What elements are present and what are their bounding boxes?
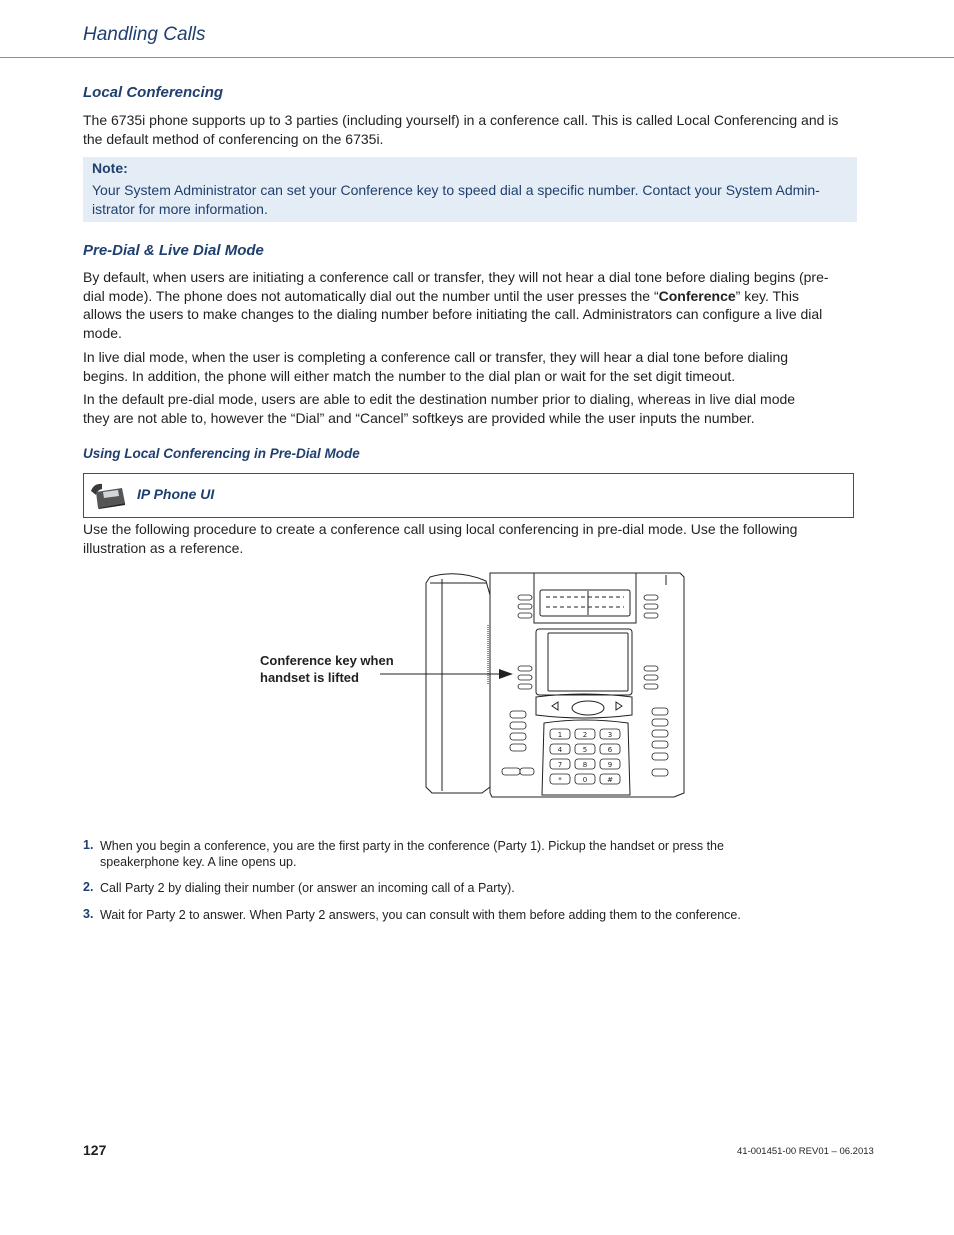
conference-key-name: Conference <box>658 287 736 304</box>
keypad-key-label: 2 <box>582 731 588 739</box>
text-line: When you begin a conference, you are the first party in the conference (Party 1). Pickup the handset or press the <box>100 839 724 853</box>
main-display-bezel <box>536 629 632 695</box>
ip-phone-ui-label: IP Phone UI <box>137 486 215 502</box>
desk-phone-icon <box>88 481 126 514</box>
keypad-key-label: 7 <box>557 761 563 769</box>
line-key-right <box>644 595 658 600</box>
line-key-left <box>518 595 532 600</box>
step-text: Call Party 2 by dialing their number (or answer an incoming call of a Party). <box>100 881 515 895</box>
handset-outline <box>426 574 490 793</box>
line-key-right <box>644 604 658 609</box>
predial-paragraph-2 <box>83 348 858 385</box>
keypad-key-label: 6 <box>607 746 613 754</box>
text-line: illustration as a reference. <box>83 539 244 556</box>
note-text <box>92 181 852 219</box>
line-key-right <box>644 613 658 618</box>
function-key-right <box>652 730 668 737</box>
callout-pointer-arrowhead <box>499 669 513 679</box>
softkey-right <box>644 666 658 671</box>
function-key-left <box>510 711 526 718</box>
text-line: dial mode). The phone does not automatically dial out the number until the user presses the “Conference” key. This <box>83 287 799 304</box>
speakerphone-key <box>652 769 668 776</box>
text-line: istrator for more information. <box>92 201 268 217</box>
function-key-left <box>510 733 526 740</box>
keypad-key-label: 0 <box>582 776 588 784</box>
text-line: mode. <box>83 324 122 341</box>
keypad-key-label: 1 <box>557 731 563 739</box>
keypad-key-label: # <box>607 776 613 784</box>
softkey-left <box>518 675 532 680</box>
dial-keypad <box>550 729 620 784</box>
upper-display <box>540 590 630 616</box>
function-key-right <box>652 719 668 726</box>
keypad-key-label: 5 <box>582 746 588 754</box>
document-id: 41-001451-00 REV01 – 06.2013 <box>737 1146 874 1157</box>
softkey-right <box>644 675 658 680</box>
function-key-left <box>510 744 526 751</box>
step-number: 2. <box>83 880 94 894</box>
text-line: they are not able to, however the “Dial” and “Cancel” softkeys are provided while the user inputs the number. <box>83 409 755 426</box>
predial-paragraph-1 <box>83 268 858 342</box>
mute-key <box>520 768 534 775</box>
line-key-left <box>518 613 532 618</box>
running-header-title: Handling Calls <box>83 24 206 45</box>
step-text <box>100 838 820 870</box>
keypad-key-label: 4 <box>557 746 563 754</box>
softkey-right <box>644 684 658 689</box>
text-line: allows the users to make changes to the dialing number before initiating the call. Administrators can configure a live dial <box>83 306 823 323</box>
function-key-right <box>652 741 668 748</box>
keypad-key-label: 8 <box>582 761 588 769</box>
keypad-key-label: 3 <box>607 731 613 739</box>
keypad-key-label: 9 <box>607 761 613 769</box>
function-key-left <box>510 722 526 729</box>
function-key-right <box>652 708 668 715</box>
text-line: speakerphone key. A line opens up. <box>100 855 297 869</box>
text-line: By default, when users are initiating a conference call or transfer, they will not hear a dial tone before dialing begins (pre- <box>83 269 829 285</box>
text-line: The 6735i phone supports up to 3 parties (including yourself) in a conference call. This is called Local Conferencing and is <box>83 112 839 128</box>
note-title: Note: <box>92 160 128 176</box>
text-line: Conference key when <box>260 653 394 668</box>
softkey-left <box>518 684 532 689</box>
text-line: Your System Administrator can set your Conference key to speed dial a specific number. Contact your System Admin- <box>92 182 820 198</box>
step-text: Wait for Party 2 to answer. When Party 2 answers, you can consult with them before adding them to the conference. <box>100 908 741 922</box>
section-heading-pre-dial: Pre-Dial & Live Dial Mode <box>83 242 264 259</box>
phone-illustration <box>370 565 690 805</box>
text-line: In live dial mode, when the user is completing a conference call or transfer, they will hear a dial tone before dialing <box>83 349 789 365</box>
predial-paragraph-3 <box>83 390 858 427</box>
procedure-intro <box>83 520 858 557</box>
step-number: 3. <box>83 907 94 921</box>
text-line: In the default pre-dial mode, users are able to edit the destination number prior to dialing, whereas in live dial mode <box>83 391 796 407</box>
section-heading-local-conferencing: Local Conferencing <box>83 84 224 101</box>
softkey-left <box>518 666 532 671</box>
text-line: the default method of conferencing on the 6735i. <box>83 130 384 147</box>
text-line: handset is lifted <box>260 670 359 685</box>
line-key-left <box>518 604 532 609</box>
function-key-right <box>652 753 668 760</box>
step-number: 1. <box>83 838 94 852</box>
text-line: begins. In addition, the phone will either match the number to the dial plan or wait for the set digit timeout. <box>83 367 736 384</box>
subsection-heading-using-local-conferencing: Using Local Conferencing in Pre-Dial Mode <box>83 446 360 461</box>
main-display <box>548 633 628 691</box>
header-divider <box>0 57 954 58</box>
local-conferencing-paragraph <box>83 111 858 148</box>
navigation-center <box>572 701 604 715</box>
keypad-key-label: * <box>558 776 562 784</box>
page-number: 127 <box>83 1142 107 1158</box>
volume-key <box>502 768 520 775</box>
text-line: Use the following procedure to create a conference call using local conferencing in pre-dial mode. Use the following <box>83 521 798 537</box>
